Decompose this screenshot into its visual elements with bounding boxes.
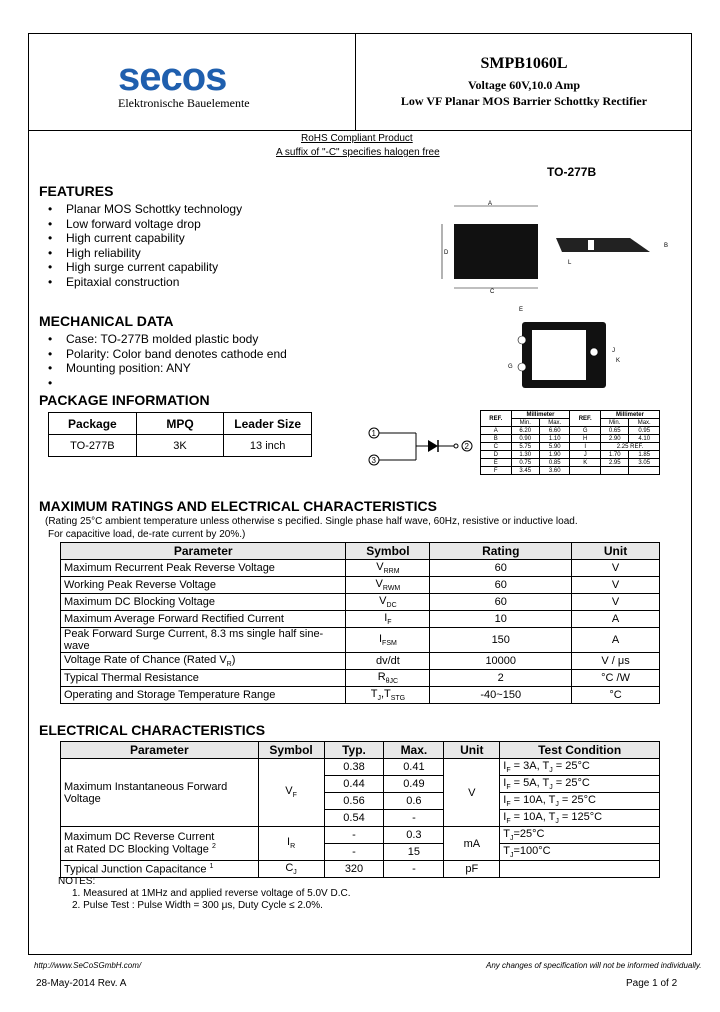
mpq-header: MPQ [136,413,224,435]
dim-ref [570,467,601,475]
package-value: TO-277B [49,435,137,457]
symbol-main: V [379,594,387,607]
rating-value: 10000 [430,653,572,670]
dim-ref: H [570,435,601,443]
feature-item: • Planar MOS Schottky technology [48,202,242,217]
dim-min: 0.75 [511,459,539,467]
ir-param-line-2 [64,843,255,856]
symbol-main: I [287,836,291,849]
halogen-text: A suffix of "-C" specifies halogen free [276,147,440,158]
vf-typ: 0.54 [324,810,384,827]
max-ratings-title: MAXIMUM RATINGS AND ELECTRICAL CHARACTERISTICS [39,498,437,514]
dim-min: 2.90 [600,435,628,443]
rating-header: Rating [430,543,572,560]
vf-param-line-2: Voltage [64,792,101,805]
dim-max-header: Max. [629,419,660,427]
rating-param [61,653,346,670]
rating-unit: V [572,594,660,611]
voltage-line: Voltage 60V,10.0 Amp [467,78,580,92]
condition-header: Test Condition [500,742,660,759]
dim-row [481,427,660,435]
vf-param-line-1: Maximum Instantaneous Forward [64,780,228,793]
features-list [48,202,242,289]
dim-label-c: C [490,289,495,295]
ir-max: 0.3 [384,827,444,844]
rating-unit: V [572,560,660,577]
vf-typ: 0.44 [324,776,384,793]
secos-logo [118,58,268,98]
cond-a: I [503,810,507,823]
dim-max: 1.10 [539,435,570,443]
ir-symbol [258,827,324,861]
vf-param [61,759,259,827]
dim-ref-value: 2.25 REF. [600,443,659,451]
rating-note-2: For capacitive load, de-rate current by 20%.) [48,529,246,540]
cond-a-sub: F [506,784,511,792]
package-header: Package [49,413,137,435]
symbol-main: R [377,670,386,683]
feature-item: • Low forward voltage drop [48,217,242,232]
feature-item: • High reliability [48,246,242,261]
ir-typ: - [324,844,384,861]
dim-max: 4.10 [629,435,660,443]
dim-mm-header-2: Millimeter [600,411,659,419]
symbol-main-2: ,T [380,687,391,700]
bottom-pin-3-marker [518,363,526,371]
cj-row [61,861,660,878]
dim-max: 3.05 [629,459,660,467]
elec-title: ELECTRICAL CHARACTERISTICS [39,722,266,738]
rating-row [61,611,660,628]
package-label: TO-277B [547,165,597,179]
symbol-sub: θJC [385,678,399,686]
vf-unit: V [444,759,500,827]
param-main: Voltage Rate of Chance (Rated V [64,653,227,666]
unit-header: Unit [444,742,500,759]
cj-param [61,861,259,878]
ir-param-sup: 2 [211,843,216,851]
symbol-sub: J [293,869,297,877]
cond-b-sub: J [549,767,553,775]
rating-value: 60 [430,560,572,577]
dim-max-header: Max. [539,419,570,427]
symbol-sub: DC [386,602,397,610]
cj-unit: pF [444,861,500,878]
circuit-symbol [366,424,476,470]
rating-symbol [346,594,430,611]
rating-param: Maximum DC Blocking Voltage [61,594,346,611]
rating-row [61,628,660,653]
cond-b-sub: J [549,784,553,792]
dim-min: 0.90 [511,435,539,443]
mechanical-item: • Mounting position: ANY [48,361,287,376]
cond-b: = 3A, T [510,759,550,772]
cond-b: = 10A, T [510,810,556,823]
cond-b: = 5A, T [510,776,550,789]
rating-value: 10 [430,611,572,628]
rating-row [61,670,660,687]
vf-typ: 0.38 [324,759,384,776]
features-title: FEATURES [39,183,114,199]
dim-max: 3.60 [539,467,570,475]
symbol-sub: FSM [382,640,397,648]
rating-param: Peak Forward Surge Current, 8.3 ms single half sine-wave [61,628,346,653]
symbol-sub: RWM [382,585,401,593]
cond-a-sub: J [510,852,514,860]
ir-typ: - [324,827,384,844]
rating-unit: °C /W [572,670,660,687]
dim-label-l: L [568,260,572,266]
rating-row [61,594,660,611]
dim-label-b: B [664,243,669,249]
part-number: SMPB1060L [480,55,568,72]
cj-param-sup: 1 [209,862,214,870]
ir-unit: mA [444,827,500,861]
rating-value: 60 [430,577,572,594]
header-divider [28,130,692,131]
ir-condition [500,844,660,861]
rating-value: 2 [430,670,572,687]
cond-c: = 125°C [558,810,603,823]
bottom-pin-1-marker [518,336,526,344]
dim-min: 6.20 [511,427,539,435]
dim-row [481,435,660,443]
dim-ref: G [570,427,601,435]
rating-unit: A [572,611,660,628]
diode-anode-triangle [428,440,438,452]
package-outline-drawing [430,192,680,392]
dim-row [481,443,660,451]
param-header: Parameter [61,543,346,560]
logo-text: secos [118,58,227,98]
dim-ref: B [481,435,512,443]
rating-param: Operating and Storage Temperature Range [61,687,346,704]
symbol-header: Symbol [258,742,324,759]
dim-ref: I [570,443,601,451]
cond-b-sub: J [555,818,559,826]
rating-param: Maximum Average Forward Rectified Current [61,611,346,628]
feature-item: • Epitaxial construction [48,275,242,290]
dim-ref-header-1: REF. [481,411,512,427]
dim-max: 1.85 [629,451,660,459]
dim-max [629,467,660,475]
dim-min: 2.95 [600,459,628,467]
rating-unit: V [572,577,660,594]
dim-row [481,451,660,459]
footer-page: Page 1 of 2 [626,978,678,989]
symbol-main: V [285,785,293,798]
footer-disclaimer: Any changes of specification will not be informed individually. [486,961,702,970]
vf-max: 0.49 [384,776,444,793]
rating-row [61,653,660,670]
rating-row [61,687,660,704]
dim-ref: E [481,459,512,467]
dim-ref: D [481,451,512,459]
rating-value: 150 [430,628,572,653]
unit-header: Unit [572,543,660,560]
logo-subtitle: Elektronische Bauelemente [118,96,250,110]
rating-note-1: (Rating 25°C ambient temperature unless otherwise s pecified. Single phase half wave, 60Hz, resistive or inductive load. [45,516,578,527]
vf-condition [500,759,660,776]
cond-a: I [503,793,507,806]
dim-min: 1.70 [600,451,628,459]
cond-a: I [503,776,507,789]
symbol-main: V [376,560,384,573]
dim-min [600,467,628,475]
cj-max: - [384,861,444,878]
rating-symbol [346,687,430,704]
symbol-main: C [285,861,294,874]
mechanical-item: • Polarity: Color band denotes cathode end [48,347,287,362]
rating-param: Working Peak Reverse Voltage [61,577,346,594]
dim-min-header: Min. [600,419,628,427]
dim-label-a: A [488,201,493,207]
dim-label-j: J [612,348,615,354]
mechanical-item: • Case: TO-277B molded plastic body [48,332,287,347]
description-line: Low VF Planar MOS Barrier Schottky Rectifier [400,94,648,108]
symbol-main: V [375,577,383,590]
rating-symbol [346,611,430,628]
symbol-sub: F [292,792,297,800]
notes-title: NOTES: [58,876,96,887]
dim-ref: C [481,443,512,451]
rating-symbol [346,577,430,594]
dim-min-header: Min. [511,419,539,427]
cond-a-sub: F [506,801,511,809]
package-info-table [48,412,312,457]
symbol-sub: J [377,695,381,703]
dimensions-table [480,410,660,475]
package-body-top [454,224,538,279]
cond-end: =100°C [513,844,551,857]
rating-param: Maximum Recurrent Peak Reverse Voltage [61,560,346,577]
vf-row [61,759,660,776]
cond-a: I [503,759,507,772]
leader-size-header: Leader Size [224,413,312,435]
ir-param-line-1: Maximum DC Reverse Current [64,831,215,844]
ir-row [61,827,660,844]
mechanical-title: MECHANICAL DATA [39,313,174,329]
dim-label-g: G [508,364,513,370]
rating-row [61,577,660,594]
symbol-sub: R [290,843,296,851]
symbol-main: T [370,687,378,700]
dim-mm-header-1: Millimeter [511,411,570,419]
note-2: 2. Pulse Test : Pulse Width = 300 μs, Duty Cycle ≤ 2.0%. [72,900,323,911]
pin-1-label: 1 [371,429,376,438]
package-info-title: PACKAGE INFORMATION [39,392,210,408]
cj-typ: 320 [324,861,384,878]
dim-ref: F [481,467,512,475]
symbol-sub: RRM [383,568,400,576]
pin-3-label: 3 [371,456,376,465]
leader-size-value: 13 inch [224,435,312,457]
pin-2-label: 2 [464,442,469,451]
rohs-text: RoHS Compliant Product [301,133,413,144]
cond-b-sub: J [555,801,559,809]
cond-a-sub: J [510,835,514,843]
feature-item: • High current capability [48,231,242,246]
cj-symbol [258,861,324,878]
symbol-header: Symbol [346,543,430,560]
vf-condition [500,793,660,810]
dim-max: 5.90 [539,443,570,451]
cond-end: =25°C [513,827,545,840]
rating-unit: A [572,628,660,653]
rating-symbol [346,628,430,653]
elec-table [60,741,660,878]
param-header: Parameter [61,742,259,759]
symbol-sub: F [387,619,392,627]
footer-url[interactable]: http://www.SeCoSGmbH.com/ [34,961,142,970]
dim-max: 0.85 [539,459,570,467]
rating-symbol [346,560,430,577]
symbol-main: I [384,611,388,624]
max-ratings-table [60,542,660,704]
cj-condition [500,861,660,878]
rating-symbol: dv/dt [346,653,430,670]
rating-row [61,560,660,577]
cond-c: = 25°C [552,776,590,789]
param-sub: R [226,661,232,669]
ir-param-text: at Rated DC Blocking Voltage [64,843,209,856]
ir-max: 15 [384,844,444,861]
dim-label-k: K [616,358,621,364]
ir-param [61,827,259,861]
pin-2-terminal [454,444,458,448]
rating-unit: V / μs [572,653,660,670]
rating-value: 60 [430,594,572,611]
mechanical-list [48,332,287,376]
vf-max: - [384,810,444,827]
cond-a: T [503,827,510,840]
rating-unit: °C [572,687,660,704]
package-side-view [556,238,650,252]
rating-symbol [346,670,430,687]
typ-header: Typ. [324,742,384,759]
symbol-main: I [378,632,383,645]
cond-a-sub: F [506,818,511,826]
symbol-sub-2: STG [390,695,406,703]
package-side-notch [588,240,594,250]
cond-c: = 25°C [552,759,590,772]
bottom-pad [532,330,586,380]
cond-b: = 10A, T [510,793,556,806]
dim-row [481,467,660,475]
ir-condition [500,827,660,844]
dim-min: 3.45 [511,467,539,475]
dim-max: 6.60 [539,427,570,435]
dim-min: 5.75 [511,443,539,451]
rating-param: Typical Thermal Resistance [61,670,346,687]
rating-value: -40~150 [430,687,572,704]
note-1: 1. Measured at 1MHz and applied reverse voltage of 5.0V D.C. [72,888,351,899]
vf-max: 0.6 [384,793,444,810]
vf-condition [500,810,660,827]
dim-label-d: D [444,250,449,256]
cond-c: = 25°C [558,793,596,806]
vf-max: 0.41 [384,759,444,776]
vf-typ: 0.56 [324,793,384,810]
dim-row [481,459,660,467]
mpq-value: 3K [136,435,224,457]
max-header: Max. [384,742,444,759]
vf-symbol [258,759,324,827]
bottom-pin-2-marker [590,348,598,356]
cj-param-text: Typical Junction Capacitance [64,863,207,876]
dim-min: 0.65 [600,427,628,435]
dim-max: 1.90 [539,451,570,459]
param-end: ) [231,653,236,666]
dim-ref: A [481,427,512,435]
feature-item: • High surge current capability [48,260,242,275]
dim-max: 0.95 [629,427,660,435]
dim-ref: J [570,451,601,459]
dim-ref-header-2: REF. [570,411,601,427]
dim-ref: K [570,459,601,467]
dim-label-e: E [519,307,524,313]
dim-min: 1.30 [511,451,539,459]
vf-condition [500,776,660,793]
footer-date: 28-May-2014 Rev. A [36,978,127,989]
cond-a: T [503,844,510,857]
cond-a-sub: F [506,767,511,775]
